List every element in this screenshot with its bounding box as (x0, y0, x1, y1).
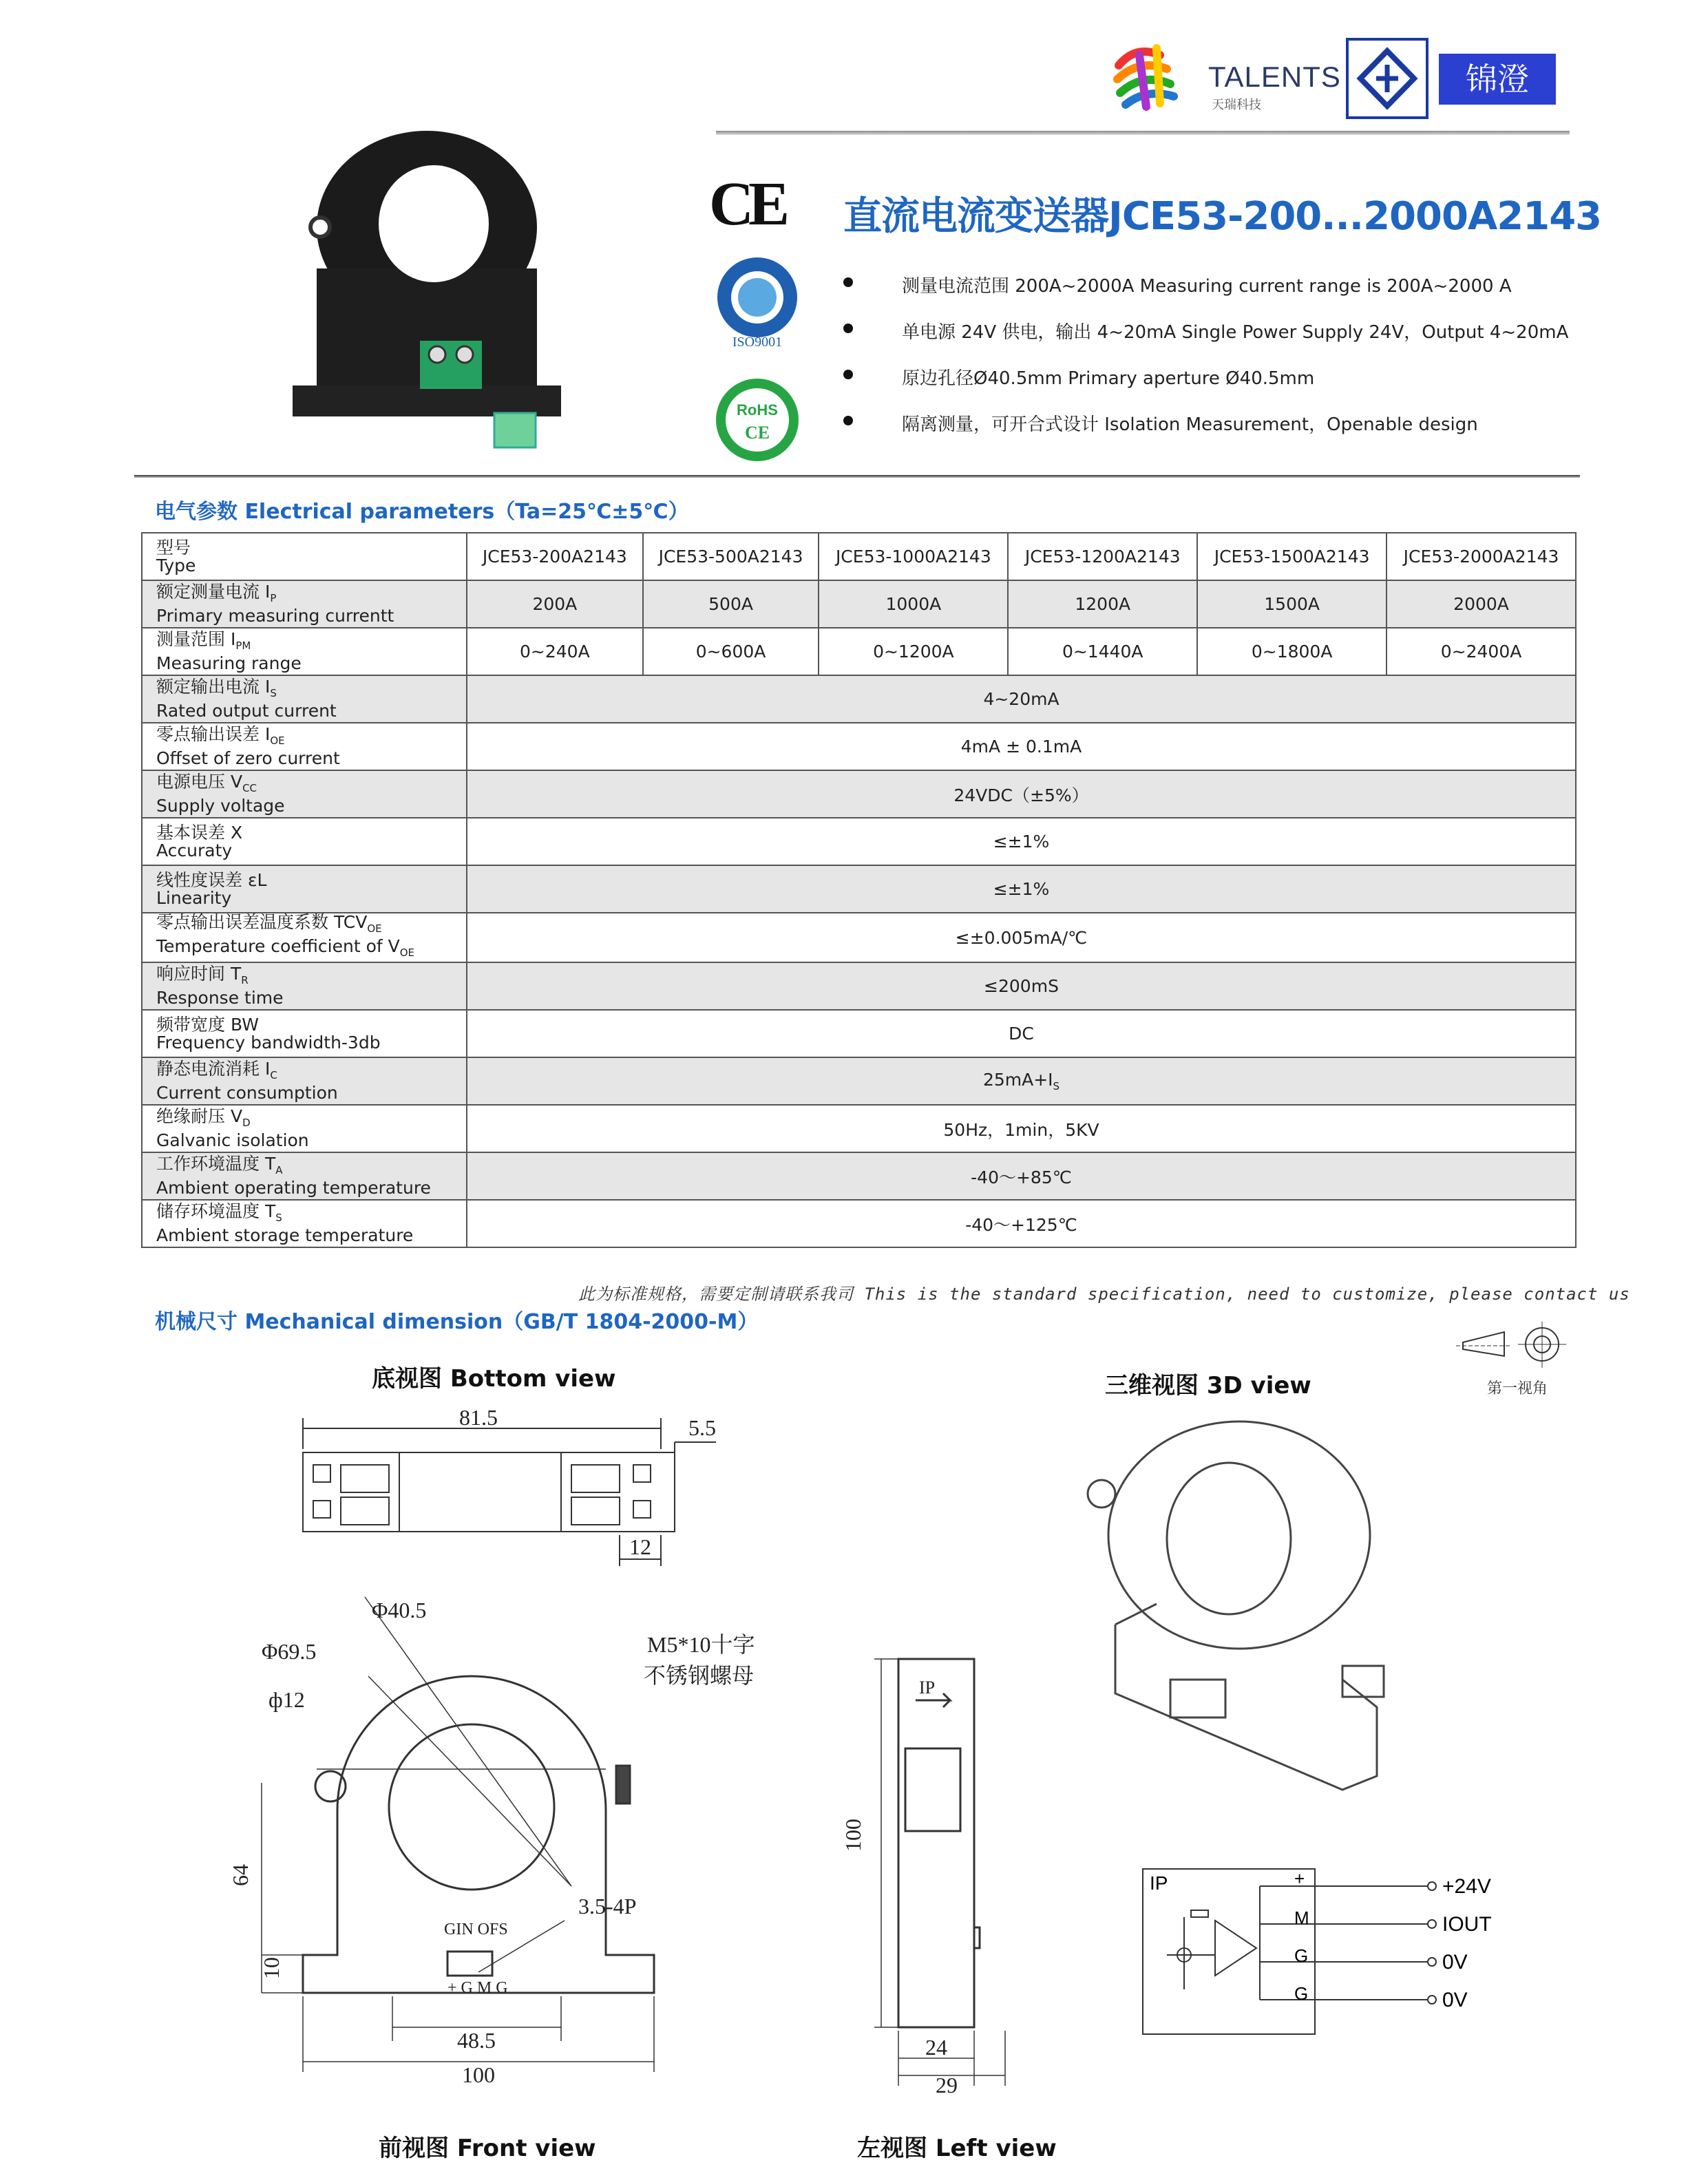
screw-label-1: M5*10十字 (647, 1632, 755, 1657)
bottom-view-drawing (289, 1404, 757, 1583)
feature-item: 隔离测量，可开合式设计 Isolation Measurement，Openable design (902, 414, 1478, 435)
output-0v-label-2: 0V (1442, 1989, 1468, 2011)
model-header: JCE53-1200A2143 (1008, 533, 1197, 580)
model-header: JCE53-1000A2143 (819, 533, 1008, 580)
dim-81-5: 81.5 (459, 1405, 498, 1430)
ce-mark: CE (709, 170, 785, 238)
row-label: 电源电压 $V_{CC}$ Supply voltage (142, 770, 467, 818)
jincheng-logo-icon (1346, 38, 1428, 119)
row-label: 额定测量电流 $I_P$ Primary measuring currentt (142, 580, 467, 628)
feature-bullet (843, 277, 853, 287)
model-header: JCE53-500A2143 (643, 533, 819, 580)
row-label: 基本误差 X Accuraty (142, 818, 467, 865)
table-cell: 0~2400A (1387, 628, 1576, 675)
table-cell: 500A (643, 580, 819, 628)
rohs-badge-icon (713, 375, 802, 465)
circuit-ip-label: IP (1150, 1872, 1168, 1894)
row-label: 响应时间 $T_R$ Response time (142, 962, 467, 1010)
front-view-drawing (220, 1597, 755, 2093)
ip-label-left: IP (919, 1678, 936, 1698)
table-cell: 4mA ± 0.1mA (467, 723, 1576, 770)
table-cell: 0~600A (643, 628, 819, 675)
talents-subtitle: 天瑞科技 (1212, 98, 1261, 112)
model-header: JCE53-200A2143 (467, 533, 643, 580)
dim-48-5: 48.5 (457, 2028, 496, 2053)
model-header: JCE53-2000A2143 (1387, 533, 1576, 580)
dim-d40-5: Φ40.5 (372, 1598, 427, 1622)
dim-12: 12 (629, 1534, 651, 1559)
talents-brand-text: TALENTS (1208, 61, 1341, 93)
dim-64: 64 (228, 1864, 253, 1886)
dim-5-5: 5.5 (688, 1415, 716, 1440)
table-cell: ≤200mS (467, 962, 1576, 1010)
table-cell: 0~240A (467, 628, 643, 675)
output-0v-label-1: 0V (1442, 1951, 1468, 1974)
table-cell: 0~1800A (1197, 628, 1387, 675)
bottom-view-title: 底视图 Bottom view (372, 1365, 616, 1393)
row-label: 零点输出误差温度系数 $TCV_{OE}$ Temperature coefficient of $V_{OE}$ (142, 913, 467, 962)
table-cell: ≤±0.005mA/℃ (467, 913, 1576, 962)
first-angle-label: 第一视角 (1487, 1380, 1548, 1397)
feature-item: 原边孔径Ø40.5mm Primary aperture Ø40.5mm (902, 368, 1315, 389)
feature-bullet (843, 416, 853, 425)
table-cell: $25mA+I_S$ (467, 1057, 1576, 1105)
row-label: 型号 Type (142, 533, 467, 580)
row-label: 额定输出电流 $I_S$ Rated output current (142, 675, 467, 723)
table-row (142, 675, 1576, 723)
left-view-title: 左视图 Left view (857, 2135, 1057, 2162)
row-label: 工作环境温度 $T_A$ Ambient operating temperature (142, 1152, 467, 1200)
table-row (142, 865, 1576, 913)
table-cell: 24VDC（±5%） (467, 770, 1576, 818)
row-label: 绝缘耐压 $V_D$ Galvanic isolation (142, 1105, 467, 1152)
table-cell: 1500A (1197, 580, 1387, 628)
product-photo (289, 124, 565, 454)
table-row (142, 1200, 1576, 1247)
feature-bullet (843, 370, 853, 379)
table-row (142, 962, 1576, 1010)
iso9001-badge-icon (713, 255, 802, 351)
table-row (142, 628, 1576, 675)
first-angle-projection-icon (1456, 1318, 1573, 1373)
table-row (142, 723, 1576, 770)
section-divider (134, 475, 1580, 478)
circuit-plus-label: + (1294, 1868, 1305, 1889)
dim-d69-5: Φ69.5 (262, 1639, 317, 1664)
svg-text:CE: CE (744, 423, 770, 443)
dim-24: 24 (925, 2035, 947, 2060)
left-view-drawing (833, 1645, 1026, 2100)
front-view-title: 前视图 Front view (379, 2135, 596, 2162)
row-label: 线性度误差 εL Linearity (142, 865, 467, 913)
table-cell: 1000A (819, 580, 1008, 628)
footnote: 此为标准规格，需要定制请联系我司 This is the standard specification, need to customize, please contact us (578, 1284, 1630, 1304)
circuit-g1-label: G (1294, 1945, 1309, 1966)
dim-100-front: 100 (462, 2062, 495, 2087)
row-label: 频带宽度 BW Frequency bandwidth-3db (142, 1010, 467, 1057)
electrical-parameters-table (141, 532, 1577, 1248)
output-iout-label: IOUT (1442, 1913, 1492, 1936)
row-label: 测量范围 $I_{PM}$ Measuring range (142, 628, 467, 675)
table-row (142, 1105, 1576, 1152)
jincheng-brand: 锦澄 (1439, 54, 1556, 105)
feature-item: 单电源 24V 供电，输出 4~20mA Single Power Supply 24V，Output 4~20mA (902, 322, 1569, 343)
table-cell: 0~1200A (819, 628, 1008, 675)
table-row (142, 1010, 1576, 1057)
dim-29: 29 (936, 2073, 958, 2097)
page-title: 直流电流变送器JCE53-200...2000A2143 (843, 194, 1602, 239)
table-row (142, 1057, 1576, 1105)
row-label: 储存环境温度 $T_S$ Ambient storage temperature (142, 1200, 467, 1247)
table-row (142, 913, 1576, 962)
pins-label: + G M G (447, 1979, 508, 1997)
table-row (142, 533, 1576, 580)
table-cell: ≤±1% (467, 865, 1576, 913)
circuit-g2-label: G (1294, 1983, 1309, 2004)
row-label: 零点输出误差 $I_{OE}$ Offset of zero current (142, 723, 467, 770)
header-divider (716, 131, 1570, 135)
table-row (142, 1152, 1576, 1200)
terminal-label: 3.5-4P (578, 1894, 637, 1918)
table-cell: 2000A (1387, 580, 1576, 628)
table-cell: -40～+85℃ (467, 1152, 1576, 1200)
circuit-m-label: M (1294, 1907, 1309, 1928)
table-cell: 200A (467, 580, 643, 628)
table-cell: 0~1440A (1008, 628, 1197, 675)
table-row (142, 818, 1576, 865)
dim-100-left: 100 (841, 1819, 865, 1852)
3d-view-title: 三维视图 3D view (1105, 1372, 1311, 1399)
3d-view-drawing (1067, 1404, 1411, 1831)
table-cell: ≤±1% (467, 818, 1576, 865)
iso-label: ISO9001 (732, 335, 783, 350)
model-header: JCE53-1500A2143 (1197, 533, 1387, 580)
screw-label-2: 不锈钢螺母 (644, 1663, 755, 1688)
table-row (142, 770, 1576, 818)
dim-d12: ф12 (268, 1687, 305, 1712)
circuit-diagram (1139, 1865, 1566, 2044)
electrical-heading: 电气参数 Electrical parameters（Ta=25℃±5℃） (155, 500, 689, 524)
output-24v-label: +24V (1442, 1875, 1491, 1898)
table-cell: 4~20mA (467, 675, 1576, 723)
table-cell: DC (467, 1010, 1576, 1057)
mechanical-heading: 机械尺寸 Mechanical dimension（GB/T 1804-2000-M） (155, 1310, 759, 1334)
feature-bullet (843, 324, 853, 333)
feature-item: 测量电流范围 200A~2000A Measuring current range is 200A~2000 A (902, 276, 1512, 297)
table-cell: -40～+125℃ (467, 1200, 1576, 1247)
row-label: 静态电流消耗 $I_C$ Current consumption (142, 1057, 467, 1105)
gin-ofs-label: GIN OFS (444, 1921, 508, 1938)
rohs-label: RoHS (737, 401, 778, 419)
table-row (142, 580, 1576, 628)
dim-10: 10 (259, 1957, 284, 1979)
table-cell: 50Hz，1min，5KV (467, 1105, 1576, 1152)
table-cell: 1200A (1008, 580, 1197, 628)
